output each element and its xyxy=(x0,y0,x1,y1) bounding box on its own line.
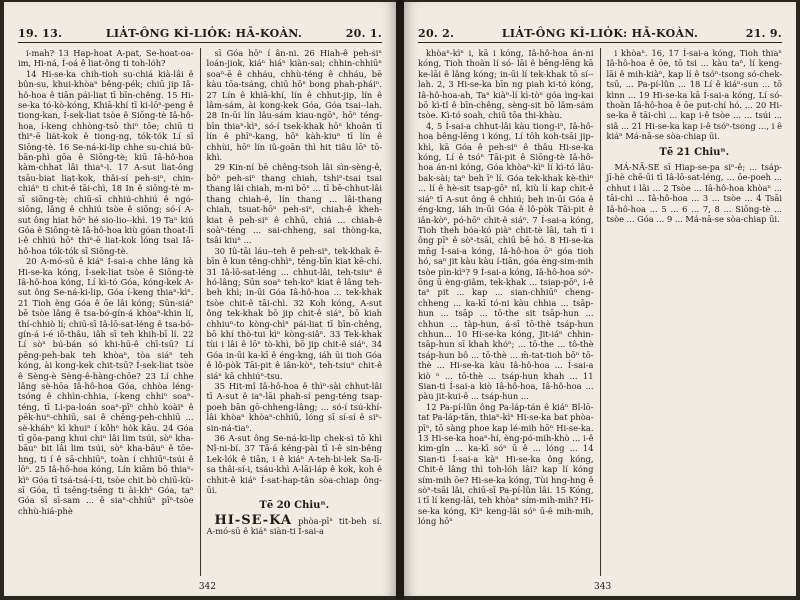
paragraph: i-mah? 13 Hap-hoat A-pat, Se-hoat-oa-im, Hi-ná, Í-oá ê liat-ông ti toh-lóh? xyxy=(18,48,194,69)
right-page-column-1 xyxy=(418,48,600,576)
right-page-column-2 xyxy=(601,48,783,576)
right-page xyxy=(404,2,796,596)
paragraph: 12 Pa-pí-lûn ông Pa-láp-tán ê kiáⁿ Bî-lō-tat Pa-láp-tān, thiaⁿ-kìⁿ Hi-se-ka bat phòa-pīⁿ, tō sàng phoe kap lé-mih hōⁿ Hi-se-ka. 13 Hi-se-ka hoaⁿ-hí, èng-pó-mih-khò ... i-ê kim-gîn ... ka-kī sóⁿ ū ê ... lóng ... 14 Sian-ti Í-sai-a kàⁿ Hi-se-ka ông kóng, Chit-ê lâng thì toh-lóh lâi? kap lí kóng sím-mih ōe? Hi-se-ka kóng, Tùi hng-hng ê sòⁿ-tsāi lâi, chiū-sī Pa-pí-lûn lâi. 15 Kóng, i tī lí keng-lāi, teh khòaⁿ sím-mih-mih? Hi-se-ka kóng, Kìⁿ keng-lāi sóⁿ ū-ê mih-mih, lóng hōⁿ xyxy=(418,401,594,527)
paragraph: 20 A-mó-sū ê kiáⁿ Í-sai-a chhe lâng kà Hi-se-ka kóng, Í-sek-liat tsòe ê Siōng-tè Iâ-hô-hoa kóng, Lí kì-tó Góa, kóng-kek A-sut ông Se-ná-ki-lip, Góa í-keng thiaⁿ-kìⁿ. 21 Tioh èng Góa ê ōe lâi kóng; Sūn-siáⁿ bē tsòe lâng ê tsa-bó-gín-á khòaⁿ-khin lí, thí-chhiò lí; chiū-sī Iâ-lō-sat-léng ê tsa-bó-gín-á i-é iō-thâu, iâh sī teh khih-bī lí. 22 Lí sòⁿ bú-bán só khi-hū-ê chī-tsū? Lí pēng-peh-bak teh khòaⁿ, tòa siáⁿ teh kóng, ài kong-kek chit-tsū? Í-sek-liat tsòe ê Sèng-è Sèng-ê-hàng-chōe? 23 Lí chhe lâng sè-hōa Iâ-hô-hoa Góa, chhòa léng-tsóng ê chhìn-chhia, í-keng chhiⁿ soaⁿ-téng, tī Li-pa-loán soaⁿ-pīⁿ chhò koàiⁿ ê pēk-huⁿ-chhiū, sai ê chēng-peh-chhiū ... sè-kháhⁿ kī khuiⁿ í kō̍hⁿ ho̍k kāu. 24 Góa tī gōa-pang khui chiⁿ lâi lim tsúi, sòⁿ kha-bāuⁿ bit lâi lim tsúi, sòⁿ kha-bāuⁿ ê tōe-hng, ti í ê sā-chhiūⁿ, toàn í chhiūⁿ-tsúi ê lōⁿ. 25 Iâ-hô-hoa kóng, Lín kiām bō thiaⁿ-kìⁿ Góa tī tsá-tsá-í-ti, tsòe chit bò chiū-kù-sī Góa, tī tsēng-tsēng ti ài-khⁿ Góa, taⁿ Góa sī sī-sam ... ê siaⁿ-chhiūⁿ pīⁿ-tsòe chhù-hiá-phè xyxy=(18,256,194,516)
left-header-chapter-ref-end: 20. 1. xyxy=(345,27,382,40)
chapter-heading: Tē 20 Chiuⁿ. xyxy=(259,500,330,512)
left-page-columns xyxy=(18,48,382,576)
left-header-rule xyxy=(18,42,382,43)
right-page-header xyxy=(418,24,782,40)
paragraph: 4, 5 Í-sai-a chhut-lâi kàu tiong-iⁿ, Iâ-hô-hoa bêng-lēng i kóng, Lí tōh koh-tsāi jip-khì, kā Góa ê peh-siⁿ ê thâu Hi-se-ka kóng, Lí ê tsóⁿ Tāi-pit ê Siōng-tè Iâ-hô-hoa án-ni kóng, Góa khòaⁿ-kìⁿ lí kì-tó lâu-bak-sài; taⁿ beh īⁿ lí. Góa tek-khak kè-thìⁿ ... lí ê hè-sit tsap-gōⁿ nî, kiù lí kap chit-ê siáⁿ tī A-sut ông ê chhiú; beh in-ūi Góa ê éng-kng, iáh in-ūi Góa ê lô-pòk Tāi-pit ê iân-kòⁿ, pó-hōⁿ chit-ê siáⁿ. 7 Í-sai-a kóng, Tioh theh bo̍a-kó piàⁿ chit-tè lâi, tah tī i ông pīⁿ ê sòⁿ-tsāi, chiū bē hó. 8 Hi-se-ka mn̄g Í-sai-a kóng, Iâ-hô-hoa ōⁿ góa tioh hó, saⁿ jit kàu kàu í-tiān, góa èng-sim-mih tsòe pìn-kìⁿ? 9 Í-sai-a kóng, Iâ-hô-hoa sóⁿ-ōng ū èng-giâm, tek-khak ... tsiap-pōⁿ, i-ê taⁿ pit ... kap ... sian-chhiūⁿ cheng-chheng ... ka-kī tó-ni kàu chhia ... tsāp-hun ... tsāp ... tō-the sit tsāp-hun ... chhun ... tàp-hun, á-sī tō-thè tsáp-hun chhun... 10 Hi-se-ka kóng, Jit-iáⁿ chhin-tsāp-hun sī khah khóⁿ; ... tō-the ... tô-thè tsáp-hun bô ... tō-thè ... m̄-tat-tioh bōⁿ tō-thè ... Hi-se-ka kàu Iâ-hô-hoa ... Í-sai-a kiò ⁿ ... tō-thè ... tsáp-hun khah ... 11 Sian-ti Í-sai-a kiò Iâ-hô-hoa, Iâ-hô-hoa ... pàu jit-kui-ê ... tsáp-hun ... xyxy=(418,120,594,402)
right-page-number: 343 xyxy=(594,582,612,592)
left-page-header xyxy=(18,24,382,40)
paragraph: sī Góa hōⁿ í ân-ni. 26 Hiah-ê peh-siⁿ loán-jiok, kiáⁿ hiáⁿ kiàn-sai; chhin-chhiūⁿ soaⁿ-ē ê chháu, chhù-téng ê chháu, bē kàu tōa-tsáng, chiū hōⁿ bong phah-pháiⁿ. 27 Lín ê khiā-khí, lín ê chhut-jip, lín ê lâm-sám, ài kong-kek Góa, Góa tsai--lah. 28 In-ūi lín lâu-sám kiau-ngōⁿ, hōⁿ téng-bīn thiaⁿ-kìⁿ, só-í tsek-khak hōⁿ khoân tī lín ê phīⁿ-kang, hōⁿ kàh-kiuⁿ tī lín ê chhùi, hōⁿ lín iû-goān thì hit tiâu lōⁿ tō-khì. xyxy=(206,48,382,163)
paragraph: 35 Hit-mî Iâ-hô-hoa ê thìⁿ-sài chhut-lâi tī A-sut ê iaⁿ-lāi phah-sí peng-téng tsap-poeh bān gō-chheng-lâng; ... só-í tsú-khí-lâi khòaⁿ khòaⁿ-chhiū, lóng sī sí-sí ê siⁿ-sin-ná-tiaⁿ. xyxy=(206,381,382,433)
left-page xyxy=(4,2,396,596)
chapter-opening-paragraph xyxy=(206,512,383,537)
paragraph: 36 A-sut ông Se-ná-ki-lip chek-sì tō khì Nî-ni-bí. 37 Tā-á kéng-pài tī i-ê sin-bêng Lek-lók ê tiān, i ê kiáⁿ A-teh-bi-lek Sa-lī-sa thâi-sí-i, tsáu-khì A-lāi-láp ê kok, koh ê chhit-ê kiáⁿ Í-sat-hap-tân sòa-chiap ông-ūi. xyxy=(206,433,382,496)
chapter-opening-paragraph: MÁ-NĀ-SE sī Hiap-se-pa siⁿ-ê; ... tsáp-jī-hè chē-ūi tī Iâ-lō-sat-léng, ... ōe-poeh ... chhut i lâi ... 2 Tsòe ... Iâ-hô-hoa khòaⁿ ... tāi-chì ... Iâ-hô-hoa ... 3 ... tsòe ... 4 Tsāi Iâ-hô-hoa ... 5 ... 6 ... 7, 8 ... Siōng-tè ... tsòe ... Góa ... 9 ... Má-nā-se sòa-chiap ūi. xyxy=(606,162,782,225)
paragraph: khòaⁿ-kìⁿ i, kā i kóng, Iâ-hô-hoa án-ni kóng, Tioh thoàn lí só- lāi ê bēng-lēng kā ke-lāi ê lâng kóng; in-ūi lí tek-khak tō sí--lah. 2, 3 Hi-se-ka bīn ng piah ki-tó kóng, Iâ-hô-hoa-ah, Taⁿ kiàⁿ-lí kì-tòⁿ góa ìng-kai bō kì-tî ê bīn-chêng, sèng-sit bō lâm-sám tsòe. Kì-tó soah, chiū tōa thi-khàu. xyxy=(418,48,594,121)
left-page-column-2 xyxy=(201,48,383,576)
chapter-opening-text: phòa-pīⁿ tit-beh sí. A-mó-sū ê kiáⁿ siàn-ti Í-sai-a xyxy=(206,515,382,537)
right-header-chapter-ref-end: 21. 9. xyxy=(745,27,782,40)
left-page-number: 342 xyxy=(198,582,216,592)
paragraph: 14 Hi-se-ka chih-tioh su-chiá kià-lâi ê bûn-su, khui-khòaⁿ bêng-pék; chiū jip Iâ-hô-hoa ê tiān pái-liat tī bīn-chêng. 15 Hi-se-ka tó-kò-kóng, Khiā-khí tī ki-lōⁿ-peng ê tiong-kan, Í-sek-liat tsòe ê Siōng-tè Iâ-hô-hoa, í-keng chhòng-tsō thiⁿ tōe; chiū ti thiⁿ-ē lia̍t-kok ê tiong-ng, tók-tók Lí sī Siōng-tè. 16 Se-ná-ki-lip chhe su-chiá bû-bān-phì gōa ê Siōng-tè; kiū Iâ-hô-hoa kàm-chhat lâi thiaⁿ-i. 17 A-sut liat-ông tsāu-biat liat-kok, thâi-sí peh-siⁿ, chin-chiáⁿ ti chit-ê tāi-chì, 18 In ê siōng-tè m-sī siōng-tè; chiū-sī chhiú-chhiú ê ngó-siōng, lâng ê chhiú tsòe ê siōng; só-í A-sut ông hiat hōⁿ hé sio-lio--khì. 19 Taⁿ kiú Góa ê Siōng-tè Iâ-hô-hoa kiù góan thoat-lī i-ê chhiú hōⁿ thiⁿ-ē liat-kok lóng tsai Iâ-hô-hoa tók-tók sī Siōng-tè. xyxy=(18,68,194,256)
right-page-columns xyxy=(418,48,782,576)
paragraph: 29 Kin-ní bē chêng-tsoh lâi sìn-sèng-ê, bōⁿ peh-siⁿ thang chiah, tshiⁿ-tsai tsai thang lâi chiah, m-ni bōⁿ ... tī bē-chhut-lâi thang chiah-ê, lín thang ... lâi-thang chiah, tsuat-hōⁿ peh-siⁿ, chiah-ê kheh-kiat ê peh-siⁿ ê chhū, chiá ... chiah-ê soàⁿ-téng ... sai-chheng, sai thòng-ka, tsâi kiuⁿ ... xyxy=(206,162,382,246)
drop-cap-word: HI-SE-KA xyxy=(214,512,293,528)
right-header-title: LIA̍T-ÔNG KÌ-LIO̍K: HĀ-KOÀN. xyxy=(501,27,699,40)
left-header-title: LIA̍T-ÔNG KÌ-LIO̍K: HĀ-KOÀN. xyxy=(105,27,303,40)
left-page-column-1 xyxy=(18,48,200,576)
right-header-chapter-ref: 20. 2. xyxy=(418,27,455,40)
right-header-rule xyxy=(418,42,782,43)
book-gutter xyxy=(396,0,404,600)
chapter-heading: Tē 21 Chiuⁿ. xyxy=(659,146,730,158)
paragraph: 30 Iû-tāi láu--teh ê peh-siⁿ, tek-khak ē-bīn ê kun têng-chhìⁿ, téng-bīn kiat kē-chí. 31 Iâ-lō-sat-léng ... chhut-lâi, teh-tsiuⁿ ê hó-lâng; Sūn soaⁿ teh-koⁿ kiat ê lâng teh-beh khì; in-ūi Góa Iâ-hô-hoa ... tek-khak tsòe chit-ê tāi-chì. 32 Koh kóng, A-sut ông tek-khak bō jip chit-ê siáⁿ, bō kiah chhiuⁿ-to kòng-chìⁿ pái-liat tī bīn-chêng, bō khí thò-tui kìⁿ kòng-siâⁿ. 33 Tek-khak tùi i lâi ê lōⁿ tò-khì, bō jip chit-ê siáⁿ. 34 Góa in-ūi ka-kī ê éng-kng, iáh ūi tioh Góa ê lô-pòk Tāi-pit ê iân-kòⁿ, teh-tsiuⁿ chit-ê siáⁿ kā chhiúⁿ-tsu. xyxy=(206,245,382,381)
left-header-chapter-ref: 19. 13. xyxy=(18,27,63,40)
paragraph: i khòaⁿ. 16, 17 Í-sai-a kóng, Tioh thiaⁿ Iâ-hô-hoa ê ōe, tō tsi ... kàu taⁿ, lí keng-lāi ê mih-kiàⁿ, kap lí ê tsóⁿ-tsong só-chek-tsū, ... Pa-pí-lûn ... 18 Lí ê kiáⁿ-sun ... tō kìnn ... 19 Hi-se-ka kā Í-sai-a kóng, Lí só-thoàn Iâ-hô-hoa ê ōe put-chí hó. ... 20 Hi-se-ka ê tāi-chì ... kap i-ê tsòe ... ... tsúi ... siâ ... 21 Hi-se-ka kap i-ê tsóⁿ-tsong ..., i ê kiáⁿ Má-nā-se sòa-chiap ūi. xyxy=(606,48,782,142)
